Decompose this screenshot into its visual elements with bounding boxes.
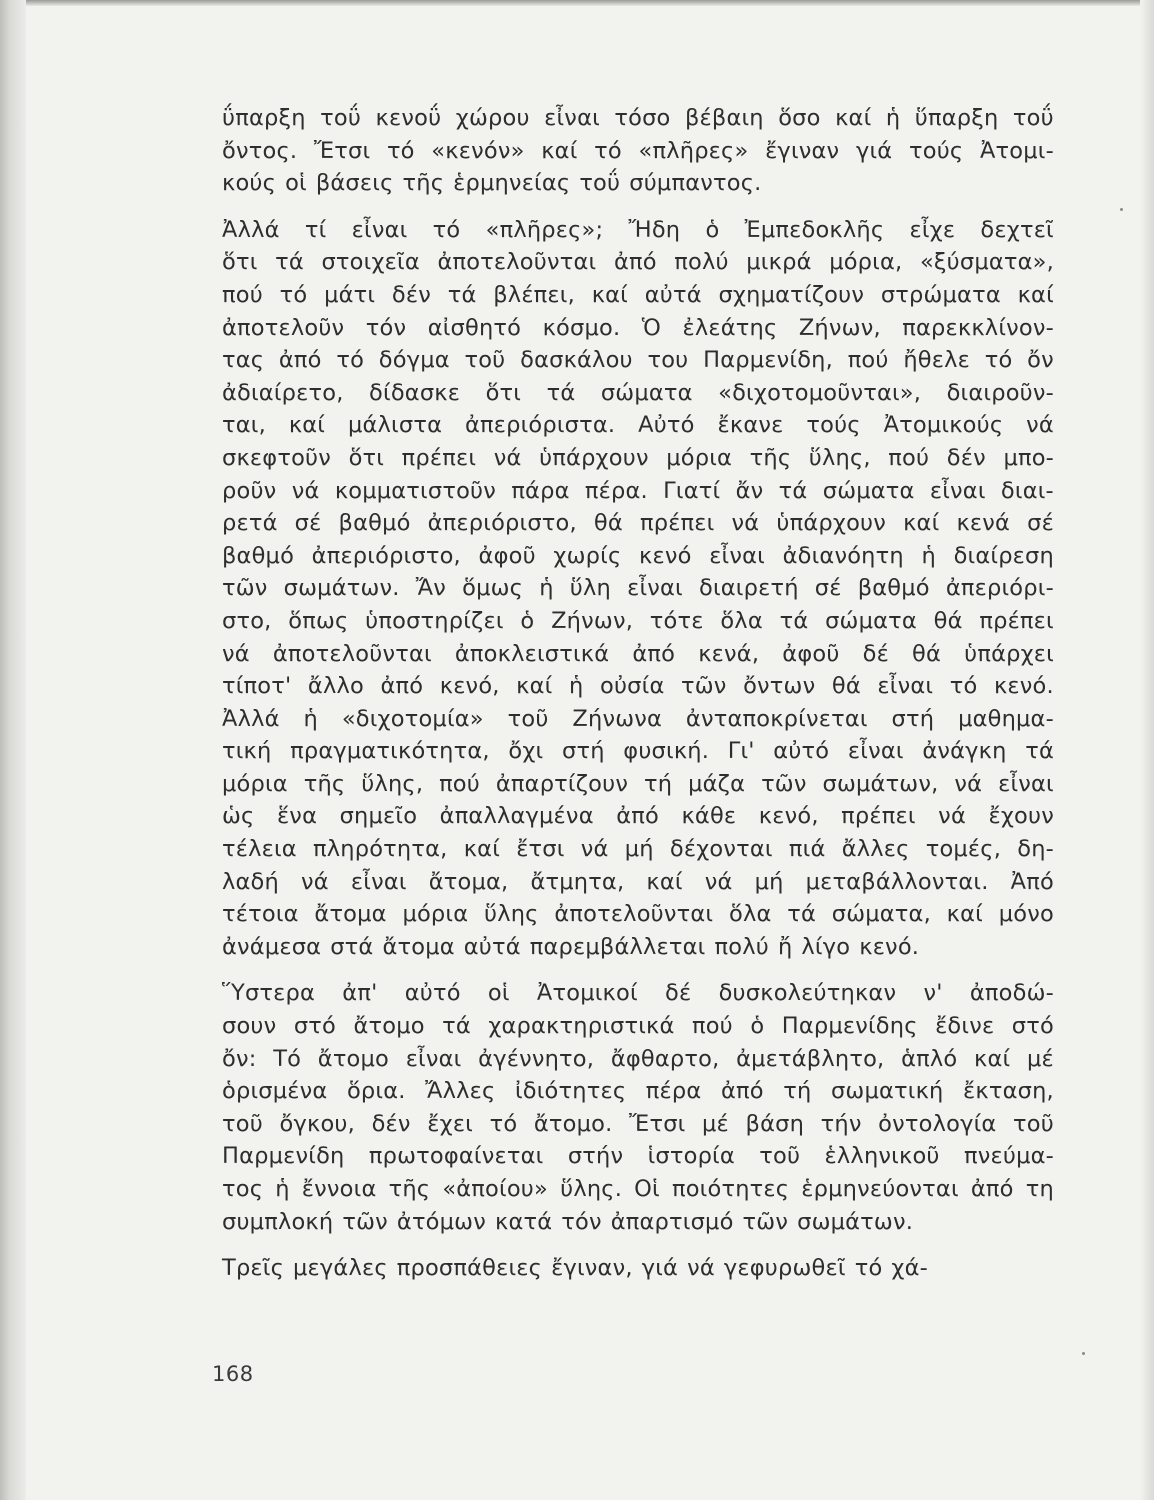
text-line: λαδή νά εἶναι ἄτομα, ἄτμητα, καί νά μή μεταβάλλονται. Ἀπό [222, 868, 1054, 895]
text-line: μόρια τῆς ὕλης, πού ἀπαρτίζουν τή μάζα τῶν σωμάτων, νά εἶναι [222, 770, 1054, 797]
text-line: τας ἀπό τό δόγμα τοῦ δασκάλου του Παρμενίδη, πού ἤθελε τό ὄν [222, 347, 1054, 374]
page-top-edge [0, 0, 1154, 6]
text-line: ρετά σέ βαθμό ἀπεριόριστο, θά πρέπει νά ὑπάρχουν καί κενά σέ [222, 510, 1054, 537]
text-line: ἀδιαίρετο, δίδασκε ὅτι τά σώματα «διχοτομοῦνται», διαιροῦν- [222, 379, 1054, 406]
text-line: τοῦ ὄγκου, δέν ἔχει τό ἄτομο. Ἔτσι μέ βάση τήν ὀντολογία τοῦ [222, 1110, 1054, 1137]
paragraph [222, 977, 1054, 1238]
text-line: πού τό μάτι δέν τά βλέπει, καί αὐτά σχηματίζουν στρώματα καί [222, 281, 1054, 308]
scan-speck [1120, 208, 1123, 211]
text-line: τική πραγματικότητα, ὄχι στή φυσική. Γι' αὐτό εἶναι ἀνάγκη τά [222, 738, 1054, 765]
text-line: Ἀλλά τί εἶναι τό «πλῆρες»; Ἤδη ὁ Ἐμπεδοκλῆς εἶχε δεχτεῖ [222, 216, 1054, 243]
text-line: ται, καί μάλιστα ἀπεριόριστα. Αὐτό ἔκανε τούς Ἀτομικούς νά [222, 412, 1054, 439]
text-line: ὡς ἕνα σημεῖο ἀπαλλαγμένα ἀπό κάθε κενό, πρέπει νά ἔχουν [222, 803, 1054, 830]
text-line: νά ἀποτελοῦνται ἀποκλειστικά ἀπό κενά, ἀφοῦ δέ θά ὑπάρχει [222, 640, 1054, 667]
text-line: σουν στό ἄτομο τά χαρακτηριστικά πού ὁ Παρμενίδης ἔδινε στό [222, 1013, 1054, 1040]
text-line: ΰπαρξη τοΰ κενοΰ χώρου εἶναι τόσο βέβαιη ὅσο καί ἡ ὕπαρξη τοΰ [222, 105, 1054, 131]
text-line: στο, ὅπως ὑποστηρίζει ὁ Ζήνων, τότε ὅλα τά σώματα θά πρέπει [222, 607, 1054, 634]
text-line: τῶν σωμάτων. Ἄν ὅμως ἡ ὕλη εἶναι διαιρετή σέ βαθμό ἀπεριόρι- [222, 575, 1054, 602]
scan-speck [1082, 1352, 1085, 1355]
text-line: τίποτ' ἄλλο ἀπό κενό, καί ἡ οὐσία τῶν ὄντων θά εἶναι τό κενό. [222, 673, 1054, 700]
page-number: 168 [212, 1362, 254, 1386]
page-right-edge [1140, 0, 1154, 1500]
text-line: τος ἡ ἔννοια τῆς «ἀποίου» ὕλης. Οἱ ποιότητες ἑρμηνεύονται ἀπό τη [222, 1176, 1054, 1202]
text-line: συμπλοκή τῶν ἀτόμων κατά τόν ἀπαρτισμό τῶν σωμάτων. [222, 1208, 914, 1235]
text-line: βαθμό ἀπεριόριστο, ἀφοῦ χωρίς κενό εἶναι ἀδιανόητη ἡ διαίρεση [222, 542, 1054, 569]
paragraph-gap [222, 1238, 1054, 1252]
text-line: ὄντος. Ἔτσι τό «κενόν» καί τό «πλῆρες» ἔγιναν γιά τούς Ἀτομι- [222, 137, 1054, 164]
text-line: ὁρισμένα ὅρια. Ἄλλες ἰδιότητες πέρα ἀπό τή σωματική ἔκταση, [222, 1078, 1054, 1105]
paragraph [222, 214, 1054, 964]
text-line: τέτοια ἄτομα μόρια ὕλης ἀποτελοῦνται ὅλα τά σώματα, καί μόνο [222, 901, 1054, 928]
text-line: ροῦν νά κομματιστοῦν πάρα πέρα. Γιατί ἄν τά σώματα εἶναι διαι- [222, 477, 1054, 504]
paragraph-gap [222, 963, 1054, 977]
page-text-body [222, 102, 1054, 1285]
text-line: Τρεῖς μεγάλες προσπάθειες ἔγιναν, γιά νά γεφυρωθεῖ τό χά- [222, 1255, 928, 1282]
text-line: Ἀλλά ἡ «διχοτομία» τοῦ Ζήνωνα ἀνταποκρίνεται στή μαθημα- [222, 705, 1054, 732]
book-gutter-shadow [0, 0, 26, 1500]
text-line: ὅτι τά στοιχεῖα ἀποτελοῦνται ἀπό πολύ μικρά μόρια, «ξύσματα», [222, 249, 1054, 276]
text-line: σκεφτοῦν ὅτι πρέπει νά ὑπάρχουν μόρια τῆς ὕλης, πού δέν μπο- [222, 444, 1054, 471]
text-line: τέλεια πληρότητα, καί ἔτσι νά μή δέχονται πιά ἄλλες τομές, δη- [222, 836, 1054, 863]
text-line: Παρμενίδη πρωτοφαίνεται στήν ἱστορία τοῦ ἑλληνικοῦ πνεύμα- [222, 1143, 1054, 1170]
text-line: ἀνάμεσα στά ἄτομα αὐτά παρεμβάλλεται πολύ ἤ λίγο κενό. [222, 933, 920, 960]
text-line: ὄν: Τό ἄτομο εἶναι ἀγέννητο, ἄφθαρτο, ἀμετάβλητο, ἁπλό καί μέ [222, 1045, 1054, 1072]
paragraph-gap [222, 200, 1054, 214]
text-line: κούς οἱ βάσεις τῆς ἑρμηνείας τοΰ σύμπαντος. [222, 170, 762, 197]
paragraph [222, 102, 1054, 200]
text-line: ἀποτελοῦν τόν αἰσθητό κόσμο. Ὁ ἐλεάτης Ζήνων, παρεκκλίνον- [222, 314, 1054, 341]
paragraph [222, 1252, 1054, 1285]
text-line: Ὕστερα ἀπ' αὐτό οἱ Ἀτομικοί δέ δυσκολεύτηκαν ν' ἀποδώ- [222, 980, 1054, 1007]
